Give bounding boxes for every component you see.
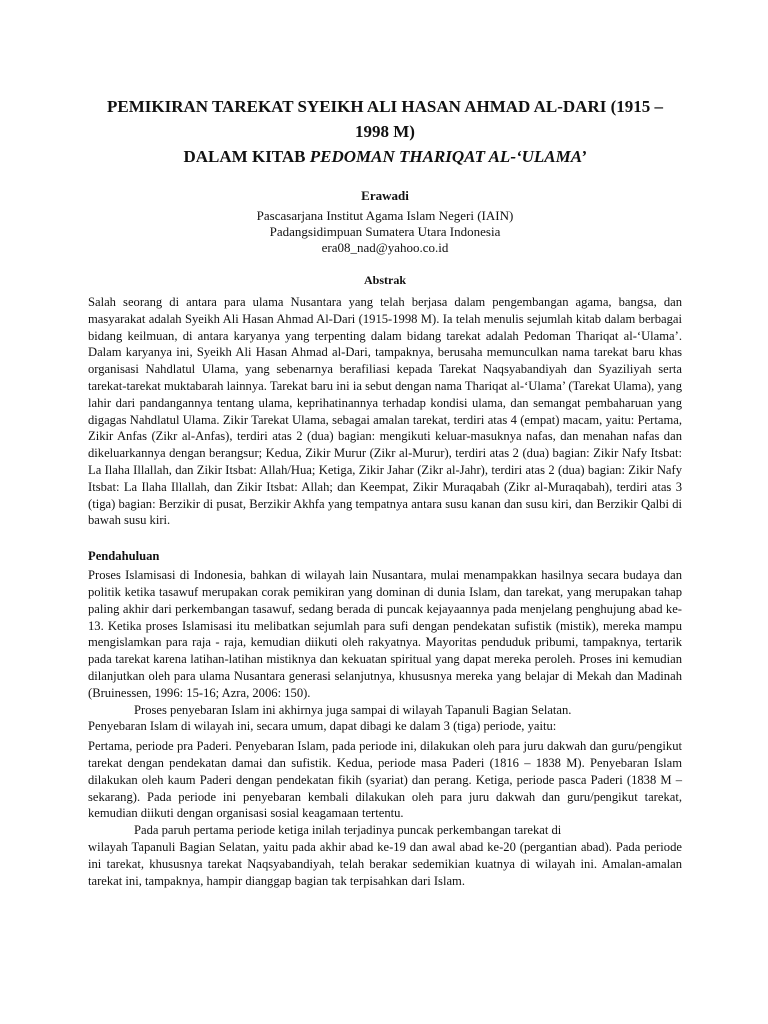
paper-title: [88, 94, 682, 169]
abstract-text: Salah seorang di antara para ulama Nusantara yang telah berjasa dalam pengembangan agama, bangsa, dan masyarakat adalah Syeikh Ali Hasan Ahmad Al-Dari (1915-1998 M). Ia telah menulis sejumlah kitab dalam berbagai bidang keilmuan, di antara karyanya yang terpenting dalam bidang tarekat adalah Pedoman Thariqat al-‘Ulama’. Dalam karyanya ini, Syeikh Ali Hasan Ahmad al-Dari, tampaknya, berusaha memunculkan nama tarekat baru khas organisasi Nahdlatul Ulama, yang sebenarnya berafiliasi kepada Tarekat Naqsyabandiyah dan Syaziliyah serta tarekat-tarekat muktabarah lainnya. Tarekat baru ini ia sebut dengan nama Thariqat al-‘Ulama’ (Tarekat Ulama), yang lahir dari pandangannya tentang ulama, keprihatinannya terhadap kondisi ulama, dan semangat pembaharuan yang digagas Nahdlatul Ulama. Zikir Tarekat Ulama, sebagai amalan tarekat, terdiri atas 4 (empat) macam, yaitu: Pertama, Zikir Anfas (Zikr al-Anfas), terdiri atas 2 (dua) bagian: mengikuti keluar-masuknya nafas, dan menahan nafas dan dikeluarkannya dengan berangsur; Kedua, Zikir Murur (Zikr al-Murur), terdiri atas 2 (dua) bagian: Zikir Nafy Itsbat: La Ilaha Illallah, dan Zikir Itsbat: Allah/Hua; Ketiga, Zikir Jahar (Zikr al-Jahr), terdiri atas 2 (dua) bagian: Zikir Nafy Itsbat: La Ilaha Illallah, dan Zikir Itsbat: Allah; dan Keempat, Zikir Muraqabah (Zikr al-Muraqabah), terdiri atas 3 (tiga) bagian: Berzikir di pusat, Berzikir Akhfa yang tempatnya antara susu kanan dan susu kiri, dan Berzikir Qalbi di bawah susu kiri.: [88, 295, 682, 528]
title-line-3-italic: PEDOMAN THARIQAT AL-‘ULAMA’: [309, 147, 587, 166]
intro-quote-1: Proses penyebaran Islam ini akhirnya juga sampai di wilayah Tapanuli Bagian Selatan.: [134, 702, 572, 717]
intro-paragraph-1: Proses Islamisasi di Indonesia, bahkan di wilayah lain Nusantara, mulai menampakkan hasilnya secara budaya dan politik ketika tasawuf merupakan corak pemikiran yang dominan di dunia Islam, dan tarekat, yang merupakan tahap paling akhir dari perkembangan tasawuf, sedang berada di puncak kejayaannya pada menjelang penghujung abad ke-13. Ketika proses Islamisasi itu melibatkan sejumlah para sufi dengan pendekatan sufistik (mistik), mereka mampu mengislamkan para raja - raja, kemudian diikuti oleh rakyatnya. Mayoritas penduduk pribumi, tampaknya, tertarik pada tarekat karena latihan-latihan mistiknya dan kekuatan spiritual yang dapat mereka peroleh. Proses ini kemudian dilanjutkan oleh para ulama Nusantara generasi selanjutnya, khususnya mereka yang belajar di Mekah dan Madinah (Bruinessen, 1996: 15-16; Azra, 2006: 150).: [88, 568, 682, 700]
intro-paragraph-4: wilayah Tapanuli Bagian Selatan, yaitu pada akhir abad ke-19 dan awal abad ke-20 (pergantian abad). Pada periode ini tarekat, khususnya tarekat Naqsyabandiyah, telah berakar sedemikian kuatnya di wilayah ini. Amalan-amalan tarekat ini, tampaknya, hampir dianggap bagian tak terpisahkan dari Islam.: [88, 839, 682, 888]
author-city: Padangsidimpuan Sumatera Utara Indonesia: [269, 224, 501, 239]
author-email: era08_nad@yahoo.co.id: [321, 240, 449, 255]
intro-paragraph-2: Penyebaran Islam di wilayah ini, secara umum, dapat dibagi ke dalam 3 (tiga) periode, yaitu:: [88, 719, 557, 734]
abstract-heading: Abstrak: [363, 273, 406, 287]
author-name: Erawadi: [361, 188, 409, 203]
title-line-1: PEMIKIRAN TAREKAT SYEIKH ALI HASAN AHMAD AL-DARI (1915 –: [106, 97, 664, 116]
author-institution: Pascasarjana Institut Agama Islam Negeri (IAIN): [256, 208, 514, 223]
intro-quote-2: Pada paruh pertama periode ketiga inilah terjadinya puncak perkembangan tarekat di: [134, 823, 562, 838]
title-line-2: 1998 M): [355, 122, 415, 141]
intro-heading: Pendahuluan: [88, 549, 160, 564]
title-line-3-prefix: DALAM KITAB: [183, 147, 310, 166]
intro-paragraph-3: Pertama, periode pra Paderi. Penyebaran Islam, pada periode ini, dilakukan oleh para juru dakwah dan guru/pengikut tarekat dengan pendekatan damai dan sufistik. Kedua, periode masa Paderi (1816 – 1838 M). Penyebaran Islam dilakukan oleh kaum Paderi dengan pendekatan fikih (syariat) dan perang. Ketiga, periode pasca Paderi (1838 M – sekarang). Pada periode ini penyebaran kembali dilakukan oleh para juru dakwah dan guru/pengikut tarekat, kemudian diikuti dengan organisasi sosial keagamaan tertentu.: [88, 739, 682, 821]
